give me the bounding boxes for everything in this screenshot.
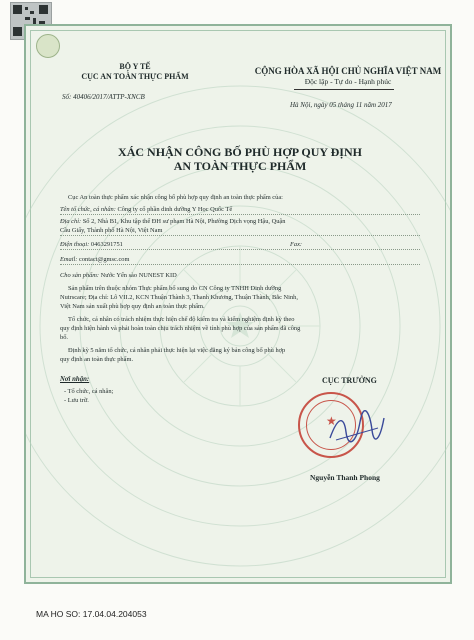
intro-text: Cục An toàn thực phẩm xác nhận công bố phù hợp quy định an toàn thực phẩm của:	[68, 194, 283, 201]
paragraph-2-line-3: bố.	[60, 334, 68, 341]
fax-label: Fax:	[290, 241, 303, 248]
product-row	[60, 272, 177, 279]
org-dotted-line	[60, 214, 420, 215]
signer-name: Nguyễn Thanh Phong	[310, 473, 380, 482]
address-row	[60, 218, 285, 225]
address-label: Địa chỉ:	[60, 218, 82, 225]
issue-date: Hà Nội, ngày 05 tháng 11 năm 2017	[290, 101, 392, 109]
certificate	[24, 24, 452, 584]
official-seal-icon: ★	[298, 392, 364, 458]
agency-name: CỤC AN TOÀN THỰC PHẨM	[81, 72, 189, 81]
national-motto: Độc lập - Tự do - Hạnh phúc	[304, 77, 392, 86]
paragraph-1-line-3: Việt Nam sản xuất phù hợp quy định an toàn thực phẩm.	[60, 303, 205, 310]
signature-icon	[326, 410, 386, 446]
motto-underline	[294, 89, 394, 90]
org-value: Công ty cổ phần dinh dưỡng Y Học Quốc Tế	[117, 206, 233, 213]
ministry-name: BỘ Y TẾ	[119, 62, 151, 71]
email-row	[60, 256, 129, 263]
address-value-1: Số 2, Nhà B1, Khu tập thể ĐH sư phạm Hà Nội, Phường Dịch vọng Hậu, Quận	[82, 218, 286, 225]
paragraph-2-line-1: Tổ chức, cá nhân có trách nhiệm thực hiện chế độ kiểm tra và kiểm nghiệm định kỳ theo	[68, 316, 295, 323]
document-number: Số: 40406/2017/ATTP-XNCB	[62, 93, 145, 101]
signer-role: CỤC TRƯỞNG	[322, 376, 377, 385]
paragraph-3-line-2: quy định an toàn thực phẩm.	[60, 356, 134, 363]
national-title: CỘNG HÒA XÃ HỘI CHỦ NGHĨA VIỆT NAM	[254, 66, 442, 76]
address-value-2: Cầu Giấy, Thành phố Hà Nội, Việt Nam	[60, 227, 163, 234]
document-title-line-1: XÁC NHẬN CÔNG BỐ PHÙ HỢP QUY ĐỊNH	[118, 145, 362, 159]
ministry-logo-icon	[36, 34, 60, 58]
product-value: Nước Yến sào NUNEST KID	[100, 272, 177, 279]
paragraph-1-line-2: Nutrscare; Địa chỉ: Lô VII.2, KCN Thuận Thành 3, Thanh Khương, Thuận Thành, Bắc Ninh,	[60, 294, 298, 301]
product-label: Cho sản phẩm:	[60, 272, 100, 279]
recipient-item: - Tổ chức, cá nhân;	[64, 388, 114, 395]
record-code: MA HO SO: 17.04.04.204053	[36, 609, 147, 619]
email-dotted-line	[60, 264, 420, 265]
address-dotted-line	[60, 235, 420, 236]
org-row	[60, 206, 232, 213]
document-title-line-2: AN TOÀN THỰC PHẨM	[173, 159, 307, 173]
email-label: Email:	[60, 256, 78, 263]
recipient-item: - Lưu trữ.	[64, 397, 89, 404]
phone-label: Điện thoại:	[60, 241, 90, 248]
paragraph-1-line-1: Sản phẩm trên thuộc nhóm Thực phẩm bổ sung do CN Công ty TNHH Dinh dưỡng	[68, 285, 282, 292]
org-label: Tên tổ chức, cá nhân:	[60, 206, 116, 213]
phone-row	[60, 241, 123, 248]
paragraph-2-line-2: quy định hiện hành và phải hoàn toàn chịu trách nhiệm về tính phù hợp của sản phẩm đã công	[60, 325, 301, 332]
paragraph-3-line-1: Định kỳ 5 năm tổ chức, cá nhân phải thực hiện lại việc đăng ký bản công bố phù hợp	[68, 347, 286, 354]
email-value: contact@gmsc.com	[79, 256, 130, 263]
phone-value: 0463291751	[90, 241, 123, 248]
recipients-heading: Nơi nhận:	[60, 376, 90, 383]
phone-dotted-line	[60, 249, 420, 250]
